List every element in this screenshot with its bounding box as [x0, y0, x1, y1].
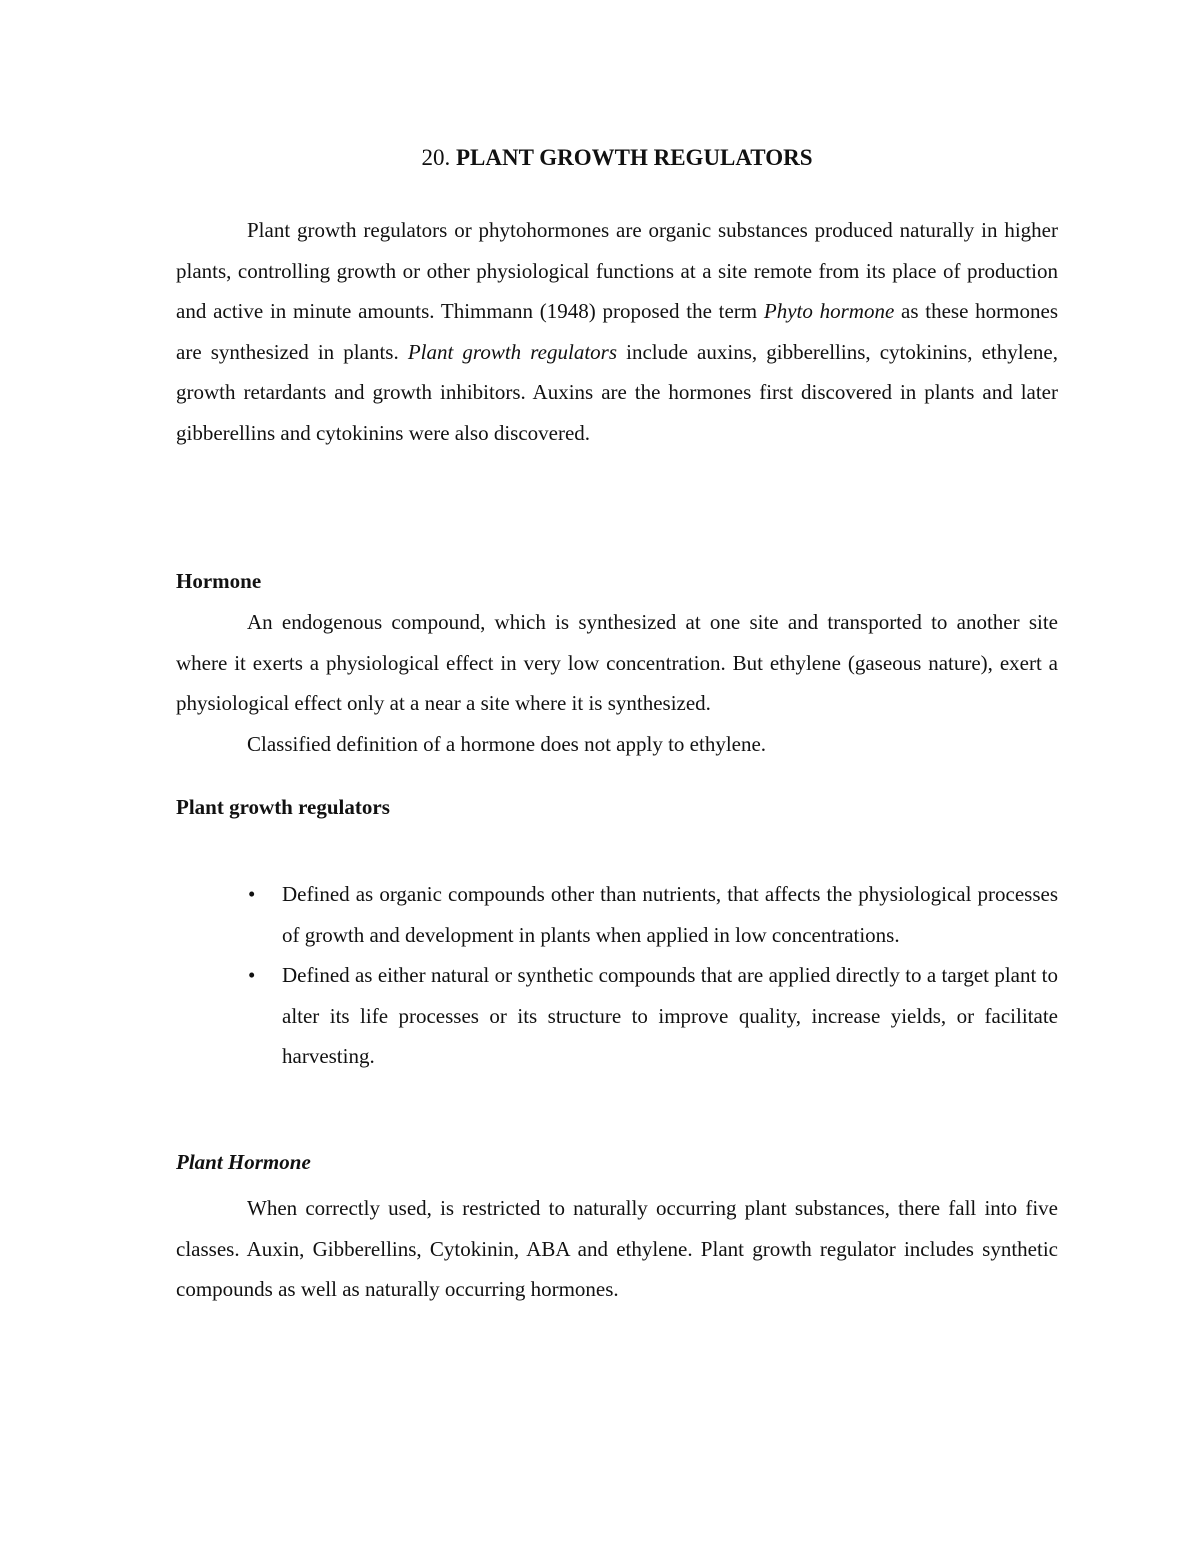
title-number: 20.: [421, 145, 451, 170]
intro-italic-phyto-hormone: Phyto hormone: [763, 299, 895, 324]
bullet-text: Defined as either natural or synthetic compounds that are applied directly to a target plant to alter its life processes or its structure to improve quality, increase yields, or facilitate harvesting.: [282, 963, 1058, 1069]
bullet-text: Defined as organic compounds other than nutrients, that affects the physiological processes of growth and development in plants when applied in low concentrations.: [282, 882, 1058, 947]
plant-hormone-paragraph: When correctly used, is restricted to naturally occurring plant substances, there fall into five classes. Auxin, Gibberellins, Cytokinin, ABA and ethylene. Plant growth regulator includes synthetic compounds as well as naturally occurring hormones.: [176, 1196, 1058, 1302]
intro-italic-plant-growth-regulators: Plant growth regulators: [407, 339, 617, 364]
intro-paragraph: [176, 210, 1058, 454]
bullet-icon: •: [248, 882, 256, 906]
plant-hormone-heading: Plant Hormone: [176, 1150, 311, 1174]
pgr-heading: Plant growth regulators: [176, 795, 390, 819]
hormone-paragraph: An endogenous compound, which is synthesized at one site and transported to another site where it exerts a physiological effect in very low concentration. But ethylene (gaseous nature), exert a physiological effect only at a near a site where it is synthesized.: [176, 610, 1058, 716]
list-item: [176, 874, 1058, 955]
bullet-icon: •: [248, 963, 256, 988]
title-text: PLANT GROWTH REGULATORS: [455, 145, 813, 170]
list-item: [176, 955, 1058, 1077]
intro-text-1: Plant growth regulators or phytohormones are organic substances produced naturally in higher plants, controlling growth or other physiological functions at a site remote from its place of production and active in minute amounts. Thimmann (1948) proposed the term: [176, 218, 1058, 324]
hormone-heading: Hormone: [176, 569, 262, 593]
intro-text-3: include auxins, gibberellins, cytokinins, ethylene, growth retardants and growth inhibitors. Auxins are the hormones first discovered in plants and later gibberellins and cytokinins were also discovered.: [176, 339, 1058, 445]
hormone-note: Classified definition of a hormone does not apply to ethylene.: [247, 732, 767, 756]
page-title: [176, 142, 1058, 174]
intro-text-2: as these hormones are synthesized in plants.: [176, 299, 1058, 364]
pgr-bullet-list: [176, 874, 1058, 1077]
